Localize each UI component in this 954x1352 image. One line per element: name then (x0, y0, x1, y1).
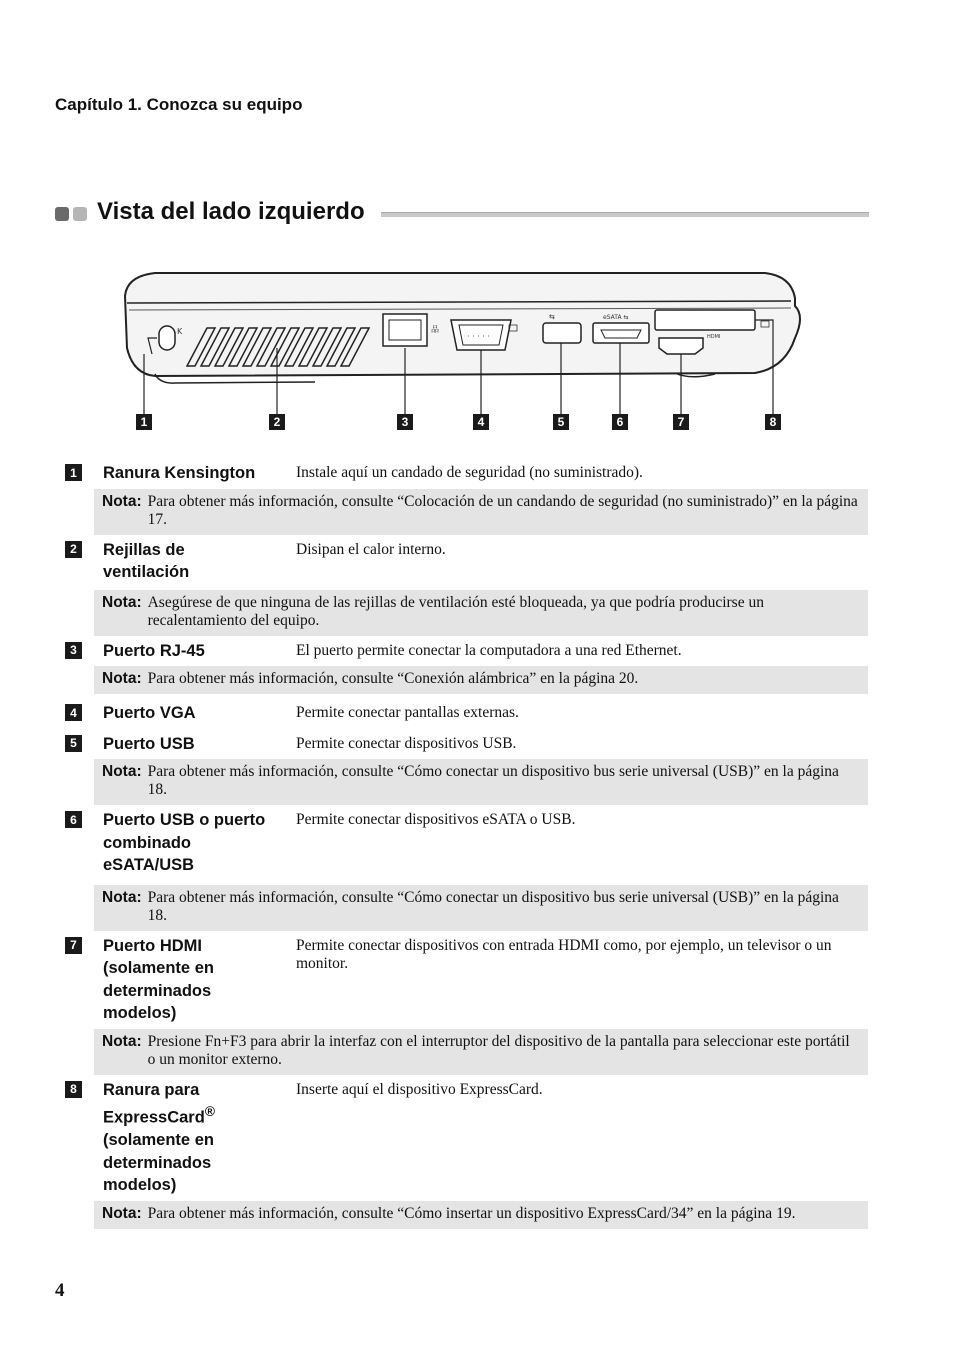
callout-6-label: 6 (616, 415, 624, 429)
svg-text:· · · · ·: · · · · · (467, 332, 490, 341)
svg-text:品: 品 (431, 325, 439, 334)
item-description: Permite conectar pantallas externas. (296, 704, 519, 721)
note-label: Nota: (102, 1032, 142, 1050)
list-item (65, 458, 868, 489)
bullet-square-light-icon (73, 207, 87, 221)
laptop-left-side-illustration (115, 268, 805, 438)
item-description: Inserte aquí el dispositivo ExpressCard. (296, 1080, 543, 1098)
item-label: Puerto HDMI (solamente en determinados modelos) (103, 936, 214, 1022)
note-box (94, 759, 868, 805)
item-number: 7 (65, 937, 82, 954)
list-item (65, 805, 868, 885)
note-label: Nota: (102, 763, 142, 780)
section-rule (381, 212, 869, 217)
item-label: Puerto USB o puerto combinado eSATA/USB (103, 811, 266, 874)
note-box (94, 1201, 868, 1229)
item-description: Disipan el calor interno. (296, 540, 446, 558)
callout-5-label: 5 (557, 415, 565, 429)
item-number: 1 (65, 464, 82, 481)
note-text: Para obtener más información, consulte “Cómo conectar un dispositivo bus serie universal (USB)” en la página 18. (147, 763, 839, 798)
note-box (94, 590, 868, 636)
svg-text:HDMI: HDMI (707, 334, 721, 340)
page-number: 4 (55, 1280, 65, 1301)
callout-4-label: 4 (477, 415, 485, 429)
note-text: Para obtener más información, consulte “Cómo conectar un dispositivo bus serie universal (USB)” en la página 18. (147, 888, 839, 924)
item-description: Instale aquí un candado de seguridad (no suministrado). (296, 464, 643, 481)
callout-2-label: 2 (273, 415, 281, 429)
item-number: 5 (65, 735, 82, 752)
note-box (94, 1029, 868, 1075)
note-box (94, 885, 868, 931)
note-label: Nota: (102, 593, 142, 611)
note-label: Nota: (102, 1204, 142, 1222)
item-description: Permite conectar dispositivos eSATA o USB. (296, 811, 576, 828)
list-item (65, 694, 868, 729)
chapter-header: Capítulo 1. Conozca su equipo (55, 95, 303, 114)
callout-1-label: 1 (140, 415, 148, 429)
registered-mark: ® (204, 1104, 215, 1119)
note-text: Para obtener más información, consulte “Colocación de un candando de seguridad (no suministrado)” en la página 17. (147, 492, 858, 528)
item-description: Permite conectar dispositivos USB. (296, 734, 517, 752)
item-number: 4 (65, 704, 82, 721)
section-title: Vista del lado izquierdo (97, 198, 365, 225)
item-description: Permite conectar dispositivos con entrada HDMI como, por ejemplo, un televisor o un monitor. (296, 936, 832, 972)
svg-text:K: K (177, 327, 183, 336)
note-label: Nota: (102, 492, 142, 510)
item-label: Rejillas de ventilación (103, 540, 190, 581)
callout-3-label: 3 (401, 415, 409, 429)
item-label-main: Ranura para ExpressCard (103, 1080, 205, 1127)
note-text: Para obtener más información, consulte “Cómo insertar un dispositivo ExpressCard/34” en la página 19. (147, 1204, 796, 1222)
callout-7-label: 7 (677, 415, 685, 429)
list-item (65, 535, 868, 590)
item-label: Puerto RJ-45 (103, 641, 205, 660)
item-number: 6 (65, 811, 82, 828)
note-box (94, 489, 868, 535)
list-item (65, 636, 868, 667)
note-text: Para obtener más información, consulte “Conexión alámbrica” en la página 20. (147, 670, 639, 687)
svg-text:⇆: ⇆ (549, 313, 555, 321)
item-number: 8 (65, 1081, 82, 1098)
item-number: 3 (65, 642, 82, 659)
item-label (103, 1079, 243, 1197)
list-item (65, 729, 868, 760)
svg-text:eSATA ⇆: eSATA ⇆ (603, 314, 629, 321)
expresscard-slot-icon (655, 310, 769, 330)
item-label-note: (solamente en determinados modelos) (103, 1131, 214, 1194)
list-item (65, 931, 868, 1029)
item-description: El puerto permite conectar la computadora a una red Ethernet. (296, 641, 682, 659)
note-label: Nota: (102, 888, 142, 906)
item-label: Ranura Kensington (103, 464, 256, 482)
note-text: Asegúrese de que ninguna de las rejillas de ventilación esté bloqueada, ya que podría producirse un recalentamiento del equipo. (147, 593, 764, 629)
callout-8-label: 8 (769, 415, 777, 429)
note-text: Presione Fn+F3 para abrir la interfaz con el interruptor del dispositivo de la pantalla para seleccionar este portátil o un monitor externo. (147, 1032, 850, 1068)
port-description-list (65, 458, 868, 1229)
item-label: Puerto USB (103, 734, 195, 753)
section-header (55, 198, 869, 232)
item-number: 2 (65, 541, 82, 558)
note-box (94, 666, 868, 694)
item-label: Puerto VGA (103, 704, 196, 722)
note-label: Nota: (102, 670, 142, 687)
list-item (65, 1075, 868, 1201)
bullet-square-dark-icon (55, 207, 69, 221)
